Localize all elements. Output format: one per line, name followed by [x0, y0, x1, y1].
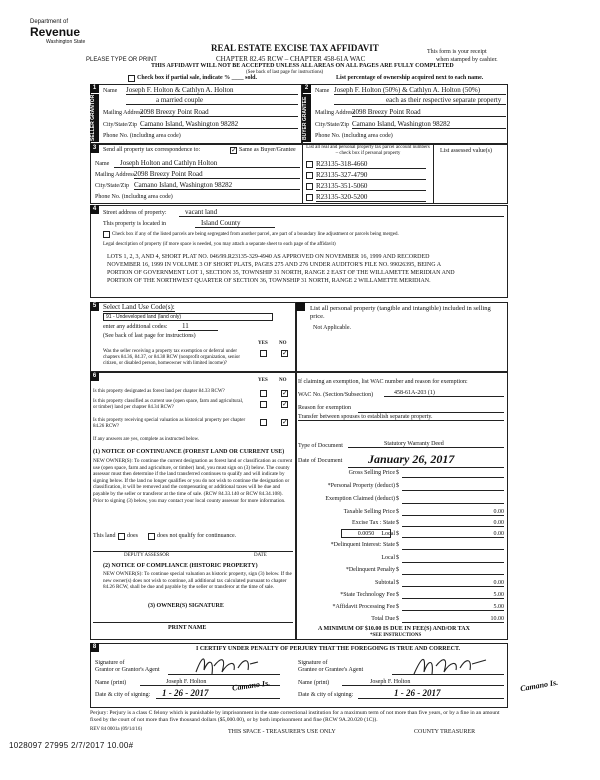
corr-city-label: City/State/Zip	[95, 183, 129, 189]
tax-row-label: Taxable Selling Price	[343, 509, 395, 515]
grantee-city-value[interactable]: Camano Is.	[519, 677, 559, 694]
does-not-label: does not qualify for continuance.	[157, 533, 237, 539]
grantee-signature	[410, 652, 490, 678]
section-7-badge	[296, 302, 305, 311]
street-value[interactable]: vacant land	[179, 208, 504, 217]
exemption-label: If claiming an exemption, list WAC number and reason for exemption:	[298, 379, 468, 385]
deputy-line	[93, 551, 293, 552]
technology-fee-value[interactable]: 5.00	[402, 592, 504, 599]
buyer-city-label: City/State/Zip	[315, 122, 349, 128]
assessed-divider	[433, 144, 434, 204]
doc-type-value[interactable]: Statutory Warranty Deed	[348, 441, 504, 448]
forest-q2-yes[interactable]	[260, 401, 267, 408]
legal-line-4: PORTION OF THE NORTHWEST QUARTER OF SECTION 36, TOWNSHIP 31 NORTH, RANGE 2 WILLAMETTE MERIDIAN.	[107, 278, 431, 284]
legal-line-2: NOVEMBER 16, 1999 IN VOLUME 3 OF SHORT PLATS, PAGES 275 AND 276 UNDER AUDITOR'S FILE NO. 99026395, BEING A	[107, 262, 442, 268]
parcel-2[interactable]: R23135-327-4790	[316, 171, 426, 180]
forest-q2-no[interactable]	[281, 401, 288, 408]
county-label: This property is located in	[103, 221, 166, 227]
reason-value[interactable]: Transfer between spouses to establish separate property.	[298, 414, 504, 421]
delinquent-penalty-value[interactable]	[402, 567, 504, 575]
corr-mailing[interactable]: 2098 Breezy Point Road	[134, 170, 300, 179]
parcels-header: List all real and personal property tax parcel account numbers – check box if personal property	[306, 145, 430, 156]
treasurer-use: THIS SPACE - TREASURER'S USE ONLY	[228, 729, 336, 735]
this-land-label: This land	[93, 533, 116, 539]
tax-row-label: *Personal Property (deduct)	[327, 483, 395, 489]
grantor-signature	[192, 652, 262, 678]
section-5-badge: 5	[90, 302, 99, 311]
doc-type-label: Type of Document	[298, 443, 343, 449]
dept-line1: Department of	[30, 19, 69, 25]
form-chapter: CHAPTER 82.45 RCW – CHAPTER 458-61A WAC	[216, 55, 366, 63]
forest-q3: Is this property receiving special valuation as historical property per chapter 84.26 RCW?	[93, 418, 246, 429]
currency-sign: $	[396, 531, 399, 537]
forest-q3-no[interactable]	[281, 419, 288, 426]
tax-row-label: Total Due	[371, 616, 395, 622]
dept-line3: Washington State	[46, 39, 86, 45]
does-checkbox[interactable]	[118, 533, 125, 540]
doc-date-label: Date of Document	[298, 458, 343, 464]
tax-row-label: Excise Tax : State	[352, 520, 395, 526]
grantor-sig-label-2: Grantor or Grantor's Agent	[95, 667, 160, 673]
buyer-mailing-label: Mailing Address	[315, 110, 355, 116]
assessed-header: List assessed value(s)	[440, 148, 492, 154]
same-as-buyer-check-mark: ✓	[231, 146, 237, 154]
personal-property-deduct-value[interactable]	[402, 483, 504, 491]
forest-q2-no-mark: ✓	[282, 400, 288, 408]
print-name-label: PRINT NAME	[168, 625, 207, 631]
exemption-no-check-mark: ✓	[282, 349, 288, 357]
seller-mailing[interactable]: 2098 Breezy Point Road	[140, 108, 298, 117]
corr-city[interactable]: Camano Island, Washington 98282	[134, 181, 300, 190]
exemption-claimed-value[interactable]	[402, 496, 504, 504]
forest-q1: Is this property designated as forest land per chapter 84.33 RCW?	[93, 389, 225, 394]
additional-codes-label: enter any additional codes:	[103, 324, 168, 330]
deputy-label: DEPUTY ASSESSOR	[124, 553, 170, 558]
form-number: REV 84 0001a (09/14/16)	[90, 727, 142, 732]
forest-q1-no[interactable]	[281, 390, 288, 397]
form-see-back: (See back of last page for instructions)	[246, 70, 324, 75]
forest-q1-no-mark: ✓	[282, 389, 288, 397]
grantor-date-value[interactable]: 1 - 26 - 2017	[156, 688, 280, 699]
grantee-date-label: Date & city of signing:	[298, 692, 354, 698]
forest-q2: Is this property classified as current use (open space, farm and agricultural, or timber) land per chapter 84.34 RCW?	[93, 399, 244, 410]
currency-sign: $	[396, 542, 399, 548]
currency-sign: $	[396, 567, 399, 573]
seller-side-label: SELLER GRANTOR	[90, 94, 99, 142]
county-value[interactable]: Island County	[195, 219, 275, 228]
land-use-select[interactable]: 91 - Undeveloped land (land only)	[103, 313, 273, 321]
seller-city[interactable]: Camano Island, Washington 98282	[140, 120, 298, 129]
exemption-no-checkbox[interactable]	[281, 350, 288, 357]
owner-sig-label: (3) OWNER(S) SIGNATURE	[148, 603, 224, 609]
exemption-question: Was the seller receiving a property tax exemption or deferral under chapters 84.36, 84.37, or 84.38 RCW (nonprofit organization, senior citizen, or disabled person, homeowner with limited income)?	[103, 349, 241, 366]
tax-row-label: *State Technology Fee	[340, 592, 395, 598]
grantor-name-value[interactable]: Joseph F. Holton	[140, 679, 280, 686]
minimum-note: A MINIMUM OF $10.00 IS DUE IN FEE(S) AND/OR TAX	[318, 626, 470, 632]
print-name-line	[93, 622, 293, 623]
tax-row-label: Exemption Claimed (deduct)	[325, 496, 395, 502]
currency-sign: $	[396, 470, 399, 476]
tax-row-label: Local	[381, 555, 395, 561]
grantee-name-value[interactable]: Joseph F. Holton	[342, 679, 504, 686]
forest-no-header: NO	[279, 378, 287, 383]
dept-line2: Revenue	[30, 25, 81, 39]
forest-q3-yes[interactable]	[260, 419, 267, 426]
does-label: does	[127, 533, 138, 539]
seller-name-label: Name	[103, 88, 118, 94]
buyer-mailing[interactable]: 2098 Breezy Point Road	[352, 108, 506, 117]
grantor-date-label: Date & city of signing:	[95, 692, 151, 698]
legal-line-1: LOTS 1, 2, 3, AND 4, SHORT PLAT NO. 046/99.R23135-329-4940 AS APPROVED ON NOVEMBER 16, 1999 AND RECORDED	[107, 254, 430, 260]
buyer-name[interactable]: Joseph F. Holton (50%) & Cathlyn A. Holton (50%)	[334, 86, 506, 95]
receipt-note-1: This form is your receipt	[427, 49, 487, 55]
does-not-checkbox[interactable]	[148, 533, 155, 540]
total-due-value[interactable]: 10.00	[402, 616, 504, 623]
forest-yes-header: YES	[258, 378, 268, 383]
seller-name-2[interactable]: a married couple	[126, 96, 298, 105]
grantee-date-value[interactable]: 1 - 26 - 2017	[358, 688, 504, 699]
forest-box	[90, 372, 296, 640]
forest-if-any: If any answers are yes, complete as instructed below.	[93, 437, 200, 442]
partial-sale-label: Check box if partial sale, indicate % ____ sold.	[137, 75, 258, 81]
parcel-1-checkbox[interactable]	[306, 161, 313, 168]
section-8-badge: 8	[90, 643, 99, 652]
street-label: Street address of property:	[103, 210, 167, 216]
gross-price-value[interactable]	[402, 470, 504, 478]
partial-sale-checkbox[interactable]	[128, 75, 135, 82]
seller-name[interactable]: Joseph F. Holton & Cathlyn A. Holton	[126, 86, 298, 95]
grantee-sig-label-1: Signature of	[298, 660, 328, 666]
tax-row-label: *Delinquent Interest: State	[330, 542, 395, 548]
currency-sign: $	[396, 580, 399, 586]
bla-label: Check box if any of the listed parcels are being segregated from another parcel, are part of a boundary line adjustment or parcels being merged.	[112, 232, 399, 237]
reason-line	[358, 412, 504, 413]
forest-q3-no-mark: ✓	[282, 418, 288, 426]
section-6-badge: 6	[90, 372, 99, 381]
notice2-title: (2) NOTICE OF COMPLIANCE (HISTORIC PROPERTY)	[103, 563, 258, 569]
deputy-date-label: DATE	[254, 553, 267, 558]
seller-phone-label: Phone No. (including area code)	[103, 133, 181, 139]
tax-row-label: Local	[381, 531, 395, 537]
section-2-badge: 2	[302, 84, 311, 93]
land-use-no-header: NO	[279, 341, 287, 346]
currency-sign: $	[396, 604, 399, 610]
legal-line-3: PORTION OF GOVERNMENT LOT 1, SECTION 35, TOWNSHIP 31 NORTH, RANGE 2 EAST OF THE WILLAMETTE MERIDIAN AND	[107, 270, 455, 276]
excise-state-value[interactable]: 0.00	[402, 520, 504, 527]
corr-name-label: Name	[95, 161, 110, 167]
seller-mailing-label: Mailing Address	[103, 110, 143, 116]
grantee-sig-label-2: Grantee or Grantee's Agent	[298, 667, 364, 673]
currency-sign: $	[396, 509, 399, 515]
forest-q1-yes[interactable]	[260, 390, 267, 397]
county-treasurer: COUNTY TREASURER	[414, 729, 476, 735]
currency-sign: $	[396, 520, 399, 526]
notice1-body: NEW OWNER(S): To continue the current designation as forest land or classification as current use (open space, farm and agriculture, or timber) land, you must sign on (3) below. The county assessor must then determine if the land transferred continues to qualify and will indicate by signing below. If the land no longer qualifies or you do not wish to continue the designation or classification, it will be removed and the compensating or additional taxes will be due and payable by the seller or transferor at the time of sale. (RCW 84.33.140 or RCW 84.34.108). Prior to signing (3) below, you may contact your local county assessor for more information.	[93, 458, 293, 504]
section-1-badge: 1	[90, 84, 99, 93]
form-warning: THIS AFFIDAVIT WILL NOT BE ACCEPTED UNLESS ALL AREAS ON ALL PAGES ARE FULLY COMPLETED	[151, 63, 454, 69]
parcel-1[interactable]: R23135-318-4660	[316, 160, 426, 169]
currency-sign: $	[396, 496, 399, 502]
grantee-name-label: Name (print)	[298, 680, 330, 686]
same-as-buyer-label: Same as Buyer/Grantee	[239, 147, 296, 153]
seller-city-label: City/State/Zip	[103, 122, 137, 128]
processing-fee-value[interactable]: 5.00	[402, 604, 504, 611]
doc-date-value[interactable]: January 26, 2017	[348, 452, 504, 468]
parcel-3[interactable]: R23135-351-5060	[316, 182, 426, 191]
corr-mailing-label: Mailing Address	[95, 172, 135, 178]
parcel-3-checkbox[interactable]	[306, 183, 313, 190]
buyer-phone-label: Phone No. (including area code)	[315, 133, 393, 139]
tax-row-label: *Delinquent Penalty	[345, 567, 395, 573]
personal-property-value[interactable]: Not Applicable.	[313, 325, 351, 331]
buyer-side-label: BUYER GRANTEE	[302, 94, 311, 142]
additional-codes-value[interactable]: 11	[178, 322, 218, 331]
currency-sign: $	[396, 616, 399, 622]
buyer-city[interactable]: Camano Island, Washington 98282	[352, 120, 506, 129]
grantor-sig-label-1: Signature of	[95, 660, 125, 666]
parcel-2-checkbox[interactable]	[306, 172, 313, 179]
tax-row-label: *Affidavit Processing Fee	[332, 604, 395, 610]
exemption-yes-checkbox[interactable]	[260, 350, 267, 357]
subtotal-value[interactable]: 0.00	[402, 580, 504, 587]
tax-row-label: Gross Selling Price	[348, 470, 395, 476]
corr-divider	[302, 144, 303, 204]
grantor-city-value[interactable]: Camano Is.	[231, 678, 271, 693]
currency-sign: $	[396, 555, 399, 561]
property-box	[90, 205, 508, 298]
buyer-name-2[interactable]: each as their respective separate property	[334, 96, 506, 105]
wac-value[interactable]: 458-61A-203 (1)	[384, 390, 504, 397]
land-use-see-back: (See back of last page for instructions)	[103, 333, 196, 339]
parcel-4[interactable]: R23135-320-5200	[316, 193, 426, 202]
wac-label: WAC No. (Section/Subsection)	[298, 392, 374, 398]
bla-checkbox[interactable]	[103, 231, 110, 238]
reason-label: Reason for exemption	[298, 405, 351, 411]
legal-label: Legal description of property (if more space is needed, you may attach a separate sheet to each page of the affidavit)	[103, 242, 336, 247]
receipt-note-2: when stamped by cashier.	[436, 57, 498, 63]
buyer-name-label: Name	[315, 88, 330, 94]
ownership-note: List percentage of ownership acquired next to each name.	[336, 75, 484, 81]
form-title: REAL ESTATE EXCISE TAX AFFIDAVIT	[211, 43, 379, 53]
corr-name[interactable]: Joseph Holton and Cathlyn Holton	[114, 159, 300, 168]
land-use-label: Select Land Use Code(s):	[103, 303, 175, 311]
currency-sign: $	[396, 483, 399, 489]
correspondence-label: Send all property tax correspondence to:	[103, 147, 201, 153]
cashier-receipt-stamp: 1028097 27995 2/7/2017 10.00#	[9, 741, 134, 750]
personal-property-label: List all personal property (tangible and intangible) included in selling price.	[310, 305, 491, 320]
certify-title: I CERTIFY UNDER PENALTY OF PERJURY THAT THE FOREGOING IS TRUE AND CORRECT.	[196, 646, 461, 652]
section-4-badge: 4	[90, 205, 99, 214]
tax-row-label: Subtotal	[374, 580, 395, 586]
notice2-body: NEW OWNER(S): To continue special valuation as historic property, sign (3) below. If the new owner(s) does not wish to continue, all additional tax calculated pursuant to chapter 84.26 RCW, shall be due and payable by the seller or transferor at the time of sale.	[103, 571, 292, 591]
section-3-badge: 3	[90, 144, 99, 153]
parcel-4-checkbox[interactable]	[306, 194, 313, 201]
excise-local-value[interactable]: 0.00	[402, 531, 504, 538]
perjury-statement: Perjury: Perjury is a class C felony which is punishable by imprisonment in the state correctional institution for a maximum term of not more than five years, or by a fine in an amount fixed by the court of not more than five thousand dollars ($5,000.00), or by both imprisonment and fine (RCW 9A.20.020 (1C)).	[90, 710, 500, 723]
taxable-price-value[interactable]: 0.00	[402, 509, 504, 516]
land-use-yes-header: YES	[258, 341, 268, 346]
same-as-buyer-checkbox[interactable]	[230, 147, 237, 154]
local-rate-value[interactable]: 0.0050	[341, 529, 391, 538]
corr-phone-label: Phone No. (including area code)	[95, 194, 173, 200]
see-instructions: *SEE INSTRUCTIONS	[370, 633, 422, 638]
delinquent-interest-local-value[interactable]	[402, 555, 504, 563]
grantor-name-label: Name (print)	[95, 680, 127, 686]
notice1-title: (1) NOTICE OF CONTINUANCE (FOREST LAND OR CURRENT USE)	[93, 449, 285, 455]
delinquent-interest-state-value[interactable]	[402, 542, 504, 550]
please-type: PLEASE TYPE OR PRINT	[86, 57, 157, 63]
currency-sign: $	[396, 592, 399, 598]
